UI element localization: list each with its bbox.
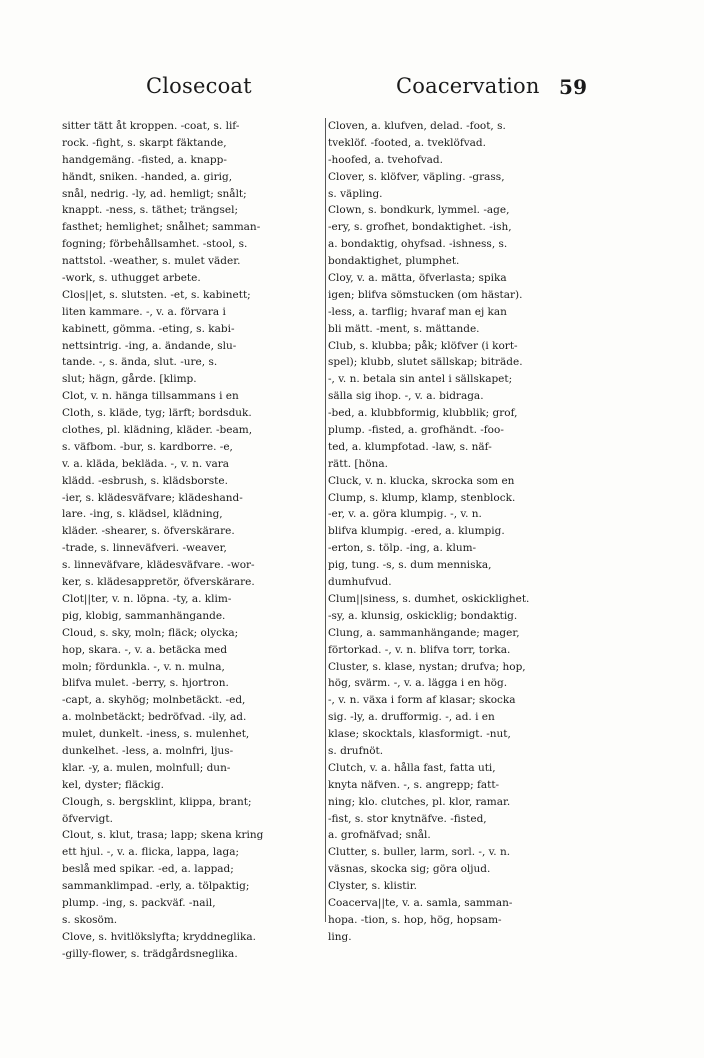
entry-line: blifva klumpig. -ered, a. klumpig. [328, 525, 505, 538]
header-left-guide-word: Closecoat [146, 74, 252, 98]
entry-line: Clot, v. n. hänga tillsammans i en [62, 390, 239, 403]
entry-line: Clown, s. bondkurk, lymmel. -age, [328, 204, 510, 217]
entry-line: -hoofed, a. tvehofvad. [328, 153, 443, 166]
entry-line: sitter tätt åt kroppen. -coat, s. lif- [62, 120, 240, 132]
entry-line: fogning; förbehållsamhet. -stool, s. [62, 238, 248, 251]
entry-line: -erton, s. tölp. -ing, a. klum- [328, 542, 477, 555]
entry-line: bli mätt. -ment, s. mättande. [328, 322, 480, 335]
entry-line: ning; klo. clutches, pl. klor, ramar. [328, 795, 511, 808]
entry-line: hög, svärm. -, v. a. lägga i en hög. [328, 677, 508, 690]
entry-line: moln; fördunkla. -, v. n. mulna, [62, 660, 225, 673]
entry-line: igen; blifva sömstucken (om hästar). [328, 288, 523, 301]
entry-line: -trade, s. linneväfveri. -weaver, [62, 542, 227, 555]
entry-line: dunkelhet. -less, a. molnfri, ljus- [62, 744, 234, 757]
entry-line: s. väpling. [328, 187, 383, 200]
entry-line: ker, s. klädesappretör, öfverskärare. [62, 576, 255, 589]
header-right-guide-word: Coacervation [396, 74, 540, 98]
entry-line: knappt. -ness, s. täthet; trängsel; [62, 204, 239, 217]
entry-line: -bed, a. klubbformig, klubblik; grof, [328, 407, 518, 420]
entry-line: plump. -fisted, a. grofhändt. -foo- [328, 424, 504, 437]
entry-line: -less, a. tarflig; hvaraf man ej kan [328, 305, 507, 318]
entry-line: sammanklimpad. -erly, a. tölpaktig; [62, 880, 250, 893]
entry-line: plump. -ing, s. packväf. -nail, [62, 896, 216, 909]
entry-line: Club, s. klubba; påk; klöfver (i kort- [328, 339, 518, 352]
entry-line: dumhufvud. [328, 576, 392, 589]
entry-line: Coacerva||te, v. a. samla, samman- [328, 896, 513, 909]
entry-line: -fist, s. stor knytnäfve. -fisted, [328, 812, 487, 825]
right-column [328, 118, 588, 946]
entry-line: clothes, pl. klädning, kläder. -beam, [62, 424, 253, 437]
entry-line: s. väfbom. -bur, s. kardborre. -e, [62, 440, 233, 453]
entry-line: Clover, s. klöfver, väpling. -grass, [328, 170, 505, 183]
entry-line: pig, tung. -s, s. dum menniska, [328, 559, 492, 572]
entry-line: hop, skara. -, v. a. betäcka med [62, 643, 228, 656]
left-column [62, 118, 324, 963]
entry-line: rock. -fight, s. skarpt fäktande, [62, 136, 227, 149]
entry-line: händt, sniken. -handed, a. girig, [62, 170, 233, 183]
entry-line: -sy, a. klunsig, oskicklig; bondaktig. [328, 609, 518, 622]
entry-line: klädd. -esbrush, s. klädsborste. [62, 474, 228, 487]
entry-line: nattstol. -weather, s. mulet väder. [62, 255, 241, 268]
entry-line: beslå med spikar. -ed, a. lappad; [62, 863, 234, 876]
entry-line: väsnas, skocka sig; göra oljud. [328, 863, 491, 876]
entry-line: -, v. n. betala sin antel i sällskapet; [328, 373, 513, 386]
entry-line: Clum||siness, s. dumhet, oskicklighet. [328, 592, 530, 605]
entry-line: sig. -ly, a. drufformig. -, ad. i en [328, 711, 495, 724]
entry-line: Clos||et, s. slutsten. -et, s. kabinett; [62, 288, 251, 301]
entry-line: a. molnbetäckt; bedröfvad. -ily, ad. [62, 711, 247, 724]
entry-line: a. bondaktig, ohyfsad. -ishness, s. [328, 238, 508, 251]
entry-line: förtorkad. -, v. n. blifva torr, torka. [328, 643, 511, 656]
entry-line: -ier, s. klädesväfvare; klädeshand- [62, 491, 243, 504]
entry-line: s. linneväfvare, klädesväfvare. -wor- [62, 559, 255, 572]
entry-line: klase; skocktals, klasformigt. -nut, [328, 728, 511, 741]
entry-line: -, v. n. växa i form af klasar; skocka [328, 694, 516, 707]
entry-line: -er, v. a. göra klumpig. -, v. n. [328, 508, 482, 521]
entry-line: -gilly-flower, s. trädgårdsneglika. [62, 947, 238, 960]
entry-line: Cloud, s. sky, moln; fläck; olycka; [62, 626, 239, 639]
entry-line: s. drufnöt. [328, 744, 384, 757]
entry-line: nettsintrig. -ing, a. ändande, slu- [62, 339, 237, 352]
entry-line: klar. -y, a. mulen, molnfull; dun- [62, 761, 231, 774]
entry-line: bondaktighet, plumphet. [328, 255, 460, 268]
entry-line: Clout, s. klut, trasa; lapp; skena kring [62, 829, 264, 842]
entry-line: Cloth, s. kläde, tyg; lärft; bordsduk. [62, 407, 252, 420]
entry-line: spel); klubb, slutet sällskap; biträde. [328, 356, 523, 369]
entry-line: tande. -, s. ända, slut. -ure, s. [62, 356, 218, 369]
entry-line: kabinett, gömma. -eting, s. kabi- [62, 322, 235, 335]
entry-line: -work, s. uthugget arbete. [62, 272, 201, 285]
entry-line: kel, dyster; fläckig. [62, 778, 164, 791]
entry-line: hopa. -tion, s. hop, hög, hopsam- [328, 913, 502, 926]
entry-line: Cluster, s. klase, nystan; drufva; hop, [328, 660, 526, 673]
entry-line: slut; hägn, gårde. [klimp. [62, 373, 197, 386]
entry-line: Cloy, v. a. mätta, öfverlasta; spika [328, 272, 507, 285]
entry-line: Clove, s. hvitlökslyfta; kryddneglika. [62, 930, 256, 943]
entry-line: lare. -ing, s. klädsel, klädning, [62, 508, 223, 521]
entry-line: mulet, dunkelt. -iness, s. mulenhet, [62, 728, 250, 741]
entry-line: fasthet; hemlighet; snålhet; samman- [62, 221, 261, 234]
entry-line: -capt, a. skyhög; molnbetäckt. -ed, [62, 694, 246, 707]
entry-line: Clyster, s. klistir. [328, 880, 417, 893]
entry-line: Clump, s. klump, klamp, stenblock. [328, 491, 516, 504]
entry-line: Clutter, s. buller, larm, sorl. -, v. n. [328, 846, 511, 859]
entry-line: pig, klobig, sammanhängande. [62, 609, 226, 622]
page-number: 59 [559, 75, 588, 99]
entry-line: ling. [328, 930, 352, 943]
entry-line: liten kammare. -, v. a. förvara i [62, 305, 226, 318]
entry-line: rätt. [höna. [328, 457, 388, 470]
entry-line: a. grofnäfvad; snål. [328, 829, 431, 842]
entry-line: s. skosöm. [62, 913, 118, 926]
entry-line: Clough, s. bergsklint, klippa, brant; [62, 795, 252, 808]
column-divider [325, 118, 326, 922]
entry-line: Cloven, a. klufven, delad. -foot, s. [328, 120, 506, 132]
entry-line: v. a. kläda, bekläda. -, v. n. vara [62, 457, 230, 470]
entry-line: knyta näfven. -, s. angrepp; fatt- [328, 778, 500, 791]
entry-line: blifva mulet. -berry, s. hjortron. [62, 677, 229, 690]
entry-line: ett hjul. -, v. a. flicka, lappa, laga; [62, 846, 239, 859]
entry-line: ted, a. klumpfotad. -law, s. näf- [328, 440, 492, 453]
entry-line: tveklöf. -footed, a. tveklöfvad. [328, 136, 486, 149]
entry-line: -ery, s. grofhet, bondaktighet. -ish, [328, 221, 512, 234]
entry-line: snål, nedrig. -ly, ad. hemligt; snålt; [62, 187, 247, 200]
entry-line: handgemäng. -fisted, a. knapp- [62, 153, 227, 166]
entry-line: kläder. -shearer, s. öfverskärare. [62, 525, 235, 538]
entry-line: Clutch, v. a. hålla fast, fatta uti, [328, 761, 496, 774]
entry-line: Cluck, v. n. klucka, skrocka som en [328, 474, 515, 487]
entry-line: öfvervigt. [62, 812, 113, 825]
entry-line: Clot||ter, v. n. löpna. -ty, a. klim- [62, 592, 232, 605]
entry-line: Clung, a. sammanhängande; mager, [328, 626, 520, 639]
entry-line: sälla sig ihop. -, v. a. bidraga. [328, 390, 484, 403]
